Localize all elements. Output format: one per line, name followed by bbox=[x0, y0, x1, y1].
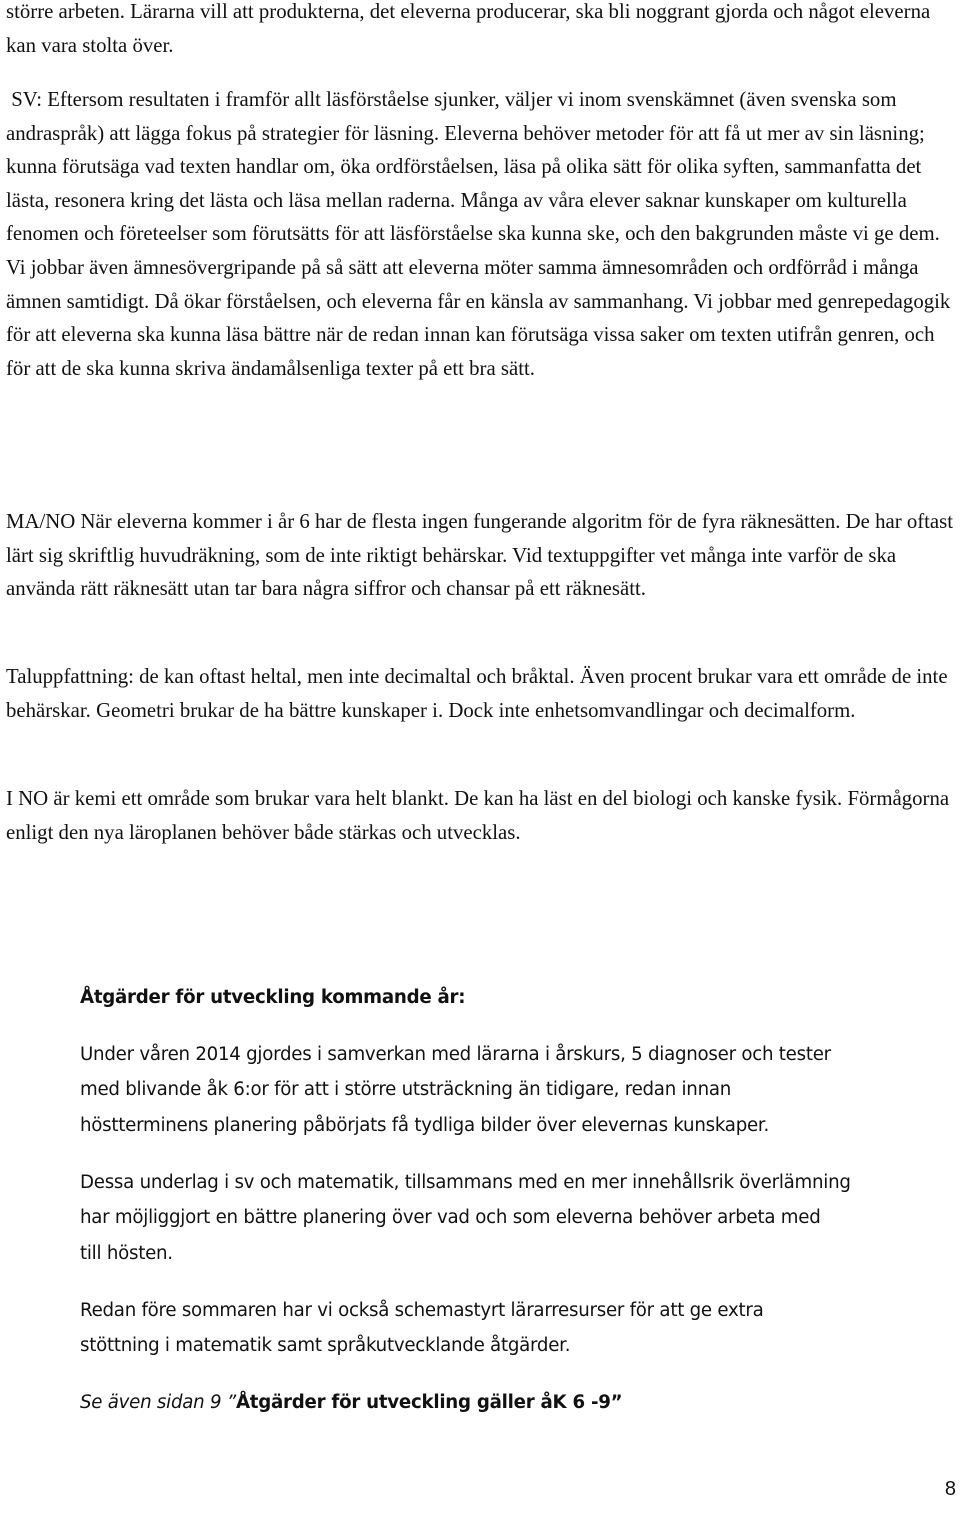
sv-paragraph-lead: SV: Eftersom resultaten i framför allt läsförståelse sjunker, väljer vi inom svenskämnet (även svenska som andraspråk) att lägga fokus på strategier för läsning. Eleverna behöver metoder för att få ut mer av sin läsning; kunna förutsäga vad texten handlar om, öka ordförståelsen, läsa på olika sätt för olika syften, sammanfatta det lästa, resonera kring det lästa och läsa mellan raderna. Många av våra elever saknar kunskaper om kulturella fenomen och företeelser som förutsätts för att läsförståelse ska kunna ske, och den bakgrunden måste vi ge dem. bbox=[6, 88, 940, 246]
page-number: 8 bbox=[944, 1478, 956, 1500]
paragraph-line: Under våren 2014 gjordes i samverkan med lärarna i årskurs, 5 diagnoser och tester bbox=[80, 1044, 831, 1065]
paragraph-line: Redan före sommaren har vi också schemastyrt lärarresurser för att ge extra bbox=[80, 1300, 764, 1321]
ma-no-paragraph: MA/NO När eleverna kommer i år 6 har de flesta ingen fungerande algoritm för de fyra räknesätten. De har oftast lärt sig skriftlig huvudräkning, som de inte riktigt behärskar. Vid textuppgifter vet många inte varför de ska använda rätt räknesätt utan tar bara några siffror och chansar på ett räknesätt. bbox=[6, 510, 954, 601]
intro-paragraph: större arbeten. Lärarna vill att produkterna, det eleverna producerar, ska bli noggrant gjorda och något eleverna kan vara stolta över. bbox=[6, 0, 931, 57]
see-also-reference bbox=[80, 1385, 960, 1420]
atgarder-heading: Åtgärder för utveckling kommande år: bbox=[80, 987, 466, 1008]
see-also-prefix: Se även sidan 9 ” bbox=[80, 1392, 236, 1413]
paragraph-line: till hösten. bbox=[80, 1242, 173, 1264]
sv-paragraph bbox=[6, 83, 960, 385]
paragraph-line: Dessa underlag i sv och matematik, tillsammans med en mer innehållsrik överlämning bbox=[80, 1172, 851, 1193]
paragraph-line: höstterminens planering påbörjats få tydliga bilder över elevernas kunskaper. bbox=[80, 1114, 770, 1136]
taluppfattning-paragraph: Taluppfattning: de kan oftast heltal, men inte decimaltal och bråktal. Även procent brukar vara ett område de inte behärskar. Geometri brukar de ha bättre kunskaper i. Dock inte enhetsomvandlingar och decimalform. bbox=[6, 665, 948, 722]
paragraph-line: har möjliggjort en bättre planering över vad och som eleverna behöver arbeta med bbox=[80, 1207, 821, 1229]
redan-fore-paragraph bbox=[80, 1293, 960, 1364]
see-also-title: Åtgärder för utveckling gäller åK 6 -9” bbox=[235, 1392, 623, 1413]
under-varen-paragraph bbox=[80, 1037, 960, 1143]
no-paragraph: I NO är kemi ett område som brukar vara helt blankt. De kan ha läst en del biologi och kanske fysik. Förmågorna enligt den nya läroplanen behöver både stärkas och utvecklas. bbox=[6, 787, 950, 844]
sv-paragraph-continuation: Vi jobbar även ämnesövergripande på så sätt att eleverna möter samma ämnesområden och ordförråd i många ämnen samtidigt. Då ökar förståelsen, och eleverna får en känsla av sammanhang. Vi jobbar med genrepedagogik för att eleverna ska kunna läsa bättre när de redan innan kan förutsäga vissa saker om texten utifrån genren, och för att de ska kunna skriva ändamålsenliga texter på ett bra sätt. bbox=[6, 255, 951, 380]
paragraph-line: stöttning i matematik samt språkutvecklande åtgärder. bbox=[80, 1335, 571, 1357]
dessa-underlag-paragraph bbox=[80, 1165, 960, 1271]
paragraph-line: med blivande åk 6:or för att i större utsträckning än tidigare, redan innan bbox=[80, 1079, 732, 1101]
